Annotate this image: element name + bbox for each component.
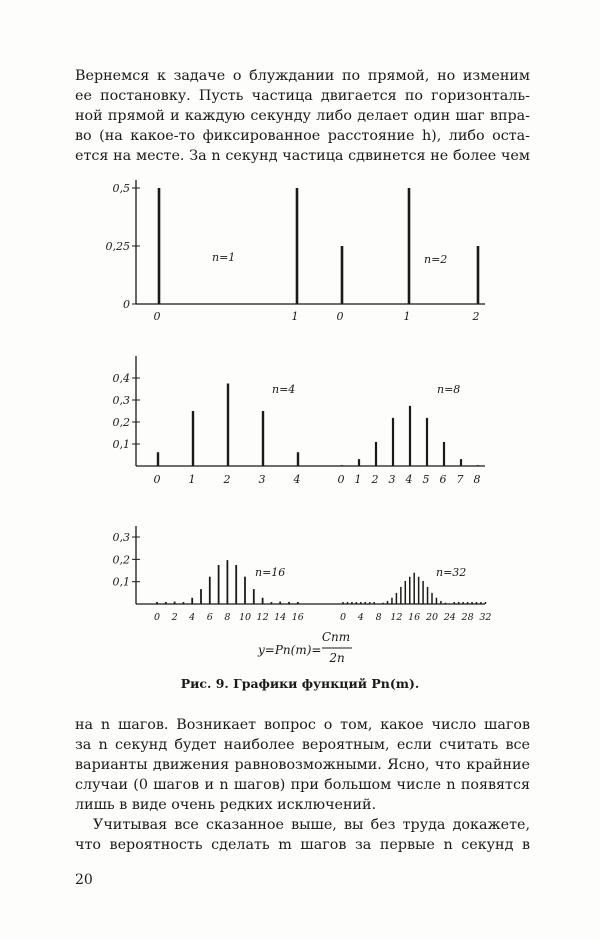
x-tick-label: 16 (291, 612, 304, 623)
text-line: Учитывая все сказанное выше, вы без труда докажете, (93, 817, 530, 833)
x-tick-label: 0 (337, 473, 345, 486)
x-tick-label: 1 (291, 310, 299, 323)
x-tick-label: 4 (357, 612, 364, 623)
series-label: n=8 (437, 383, 461, 396)
x-tick-label: 2 (371, 473, 379, 486)
x-tick-label: 5 (422, 473, 430, 486)
text-line: ется на месте. За n секунд частица сдвинется не более чем (75, 148, 530, 164)
x-tick-label: 2 (171, 612, 178, 623)
x-tick-label: 8 (375, 612, 382, 623)
x-tick-label: 32 (479, 612, 492, 623)
x-tick-label: 28 (461, 612, 474, 623)
x-tick-label: 3 (388, 473, 396, 486)
x-tick-label: 1 (188, 473, 196, 486)
x-tick-label: 0 (153, 612, 161, 623)
x-tick-label: 12 (390, 612, 403, 623)
text-line: во (на какое-то фиксированное расстояние h), либо оста- (75, 128, 530, 144)
y-tick-label: 0,4 (112, 372, 130, 385)
x-tick-label: 6 (206, 612, 213, 623)
x-tick-label: 7 (456, 473, 464, 486)
y-tick-label: 0,2 (112, 416, 130, 429)
series-label: n=1 (212, 251, 236, 264)
formula-denominator: 2n (329, 651, 345, 665)
y-tick-label: 0,2 (112, 553, 130, 567)
series-label: n=2 (424, 253, 448, 266)
x-tick-label: 1 (354, 473, 362, 486)
y-tick-label: 0,25 (105, 240, 130, 253)
y-tick-label: 0,1 (112, 575, 130, 589)
text-line: ной прямой и каждую секунду либо делает один шаг впра- (75, 108, 530, 124)
x-tick-label: 4 (405, 473, 413, 486)
y-tick-label: 0 (123, 298, 130, 311)
x-tick-label: 14 (274, 612, 287, 623)
x-tick-label: 0 (339, 612, 347, 623)
x-tick-label: 0 (336, 310, 344, 323)
x-tick-label: 2 (472, 310, 480, 323)
x-tick-label: 2 (223, 473, 231, 486)
x-tick-label: 1 (403, 310, 411, 323)
series-label: n=16 (255, 566, 286, 579)
text-line: случаи (0 шагов и n шагов) при большом числе n появятся (75, 777, 530, 793)
x-tick-label: 0 (153, 310, 161, 323)
x-tick-label: 8 (473, 473, 481, 486)
formula-lhs: y=Pn(m)= (258, 643, 322, 657)
x-tick-label: 0 (153, 473, 161, 486)
text-line: Вернемся к задаче о блуждании по прямой, но изменим (75, 68, 530, 84)
x-tick-label: 6 (439, 473, 447, 486)
paragraph-steps (75, 715, 530, 815)
y-tick-label: 0,3 (112, 394, 130, 407)
text-line: лишь в виде очень редких исключений. (75, 797, 377, 813)
text-line: что вероятность сделать m шагов за первые n секунд в (75, 837, 530, 853)
page-number: 20 (75, 872, 93, 888)
text-line: за n секунд будет наиболее вероятным, если считать все (75, 737, 530, 753)
x-tick-label: 8 (224, 612, 231, 623)
text-line: ее постановку. Пусть частица двигается по горизонталь- (75, 88, 530, 104)
paragraph-conclusion (75, 815, 530, 855)
formula-numerator: Cnm (321, 630, 351, 644)
x-tick-label: 3 (258, 473, 266, 486)
series-label: n=32 (436, 566, 467, 579)
text-line: варианты движения равновозможными. Ясно, что крайние (75, 757, 530, 773)
text-line: на n шагов. Возникает вопрос о том, какое число шагов (75, 717, 530, 733)
x-tick-label: 10 (238, 612, 252, 623)
series-label: n=4 (272, 383, 296, 396)
y-tick-label: 0,3 (112, 531, 130, 544)
x-tick-label: 16 (408, 612, 421, 623)
x-tick-label: 4 (293, 473, 301, 486)
x-tick-label: 20 (425, 612, 439, 623)
figure-caption: Рис. 9. Графики функций Pn(m). (180, 676, 420, 691)
x-tick-label: 4 (189, 612, 196, 623)
y-tick-label: 0,1 (112, 438, 130, 451)
x-tick-label: 12 (256, 612, 269, 623)
y-tick-label: 0,5 (112, 182, 130, 195)
x-tick-label: 24 (443, 612, 456, 623)
